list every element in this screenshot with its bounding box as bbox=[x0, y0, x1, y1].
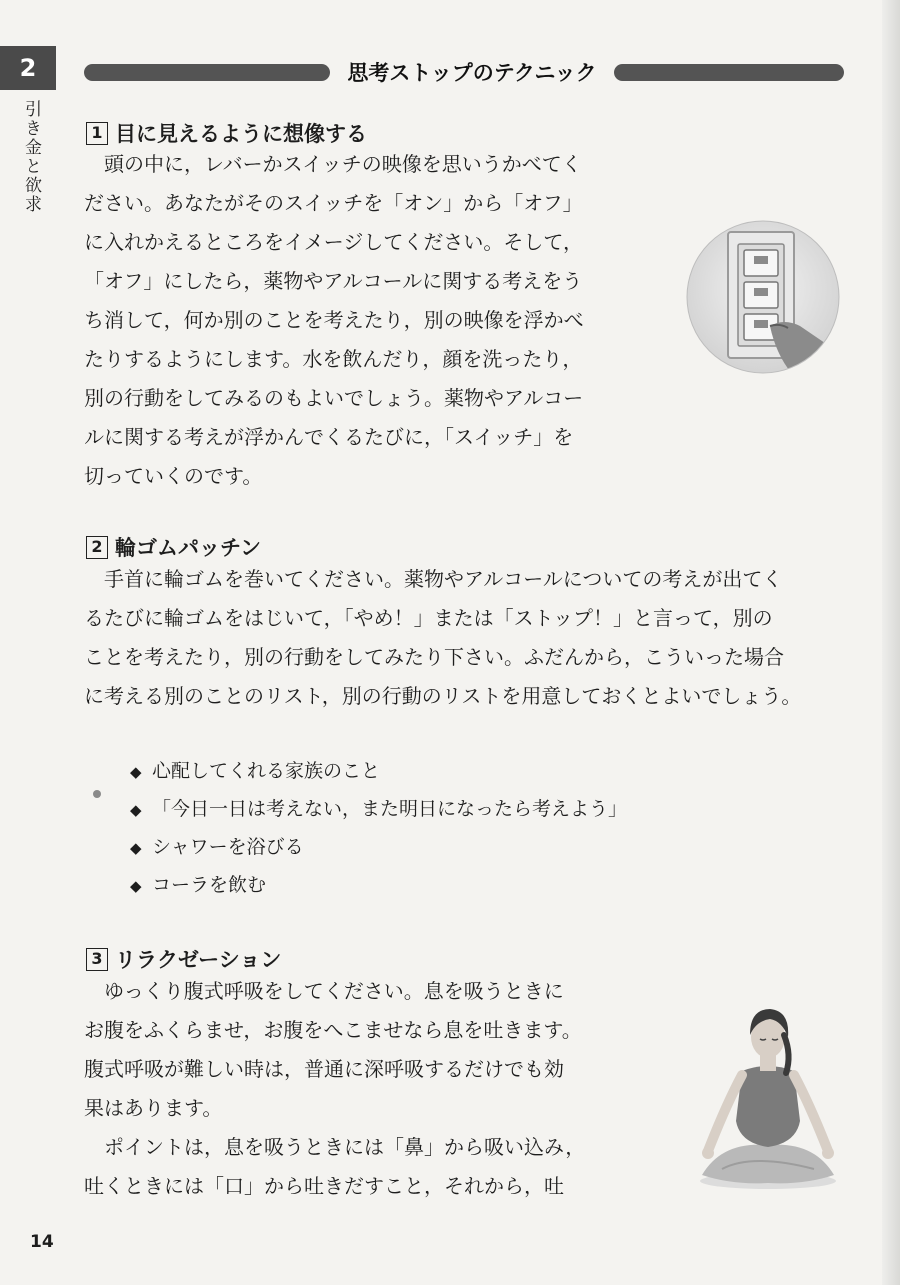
text-line: お腹をふくらませ，お腹をへこませなら息を吐きます。 bbox=[84, 1018, 582, 1042]
bullet-list bbox=[130, 752, 627, 904]
text-line: 別の行動をしてみるのもよいでしょう。薬物やアルコー bbox=[84, 386, 584, 410]
section3-body bbox=[84, 972, 585, 1206]
diamond-bullet-icon: ◆ bbox=[130, 763, 142, 781]
section2-number: 2 bbox=[86, 536, 108, 559]
meditating-woman-illustration bbox=[692, 1005, 844, 1193]
page-edge-shadow bbox=[882, 0, 900, 1285]
text-line: 頭の中に，レバーかスイッチの映像を思いうかべてく bbox=[84, 152, 582, 176]
section3-title: リラクゼーション bbox=[115, 948, 282, 972]
section2-heading bbox=[86, 532, 261, 562]
section1-heading bbox=[86, 118, 367, 148]
diamond-bullet-icon: ◆ bbox=[130, 801, 142, 819]
text-line: 切っていくのです。 bbox=[84, 464, 263, 488]
list-item: ◆ コーラを飲む bbox=[130, 866, 627, 904]
section2-title: 輪ゴムパッチン bbox=[115, 536, 261, 560]
text-line: ゆっくり腹式呼吸をしてください。息を吸うときに bbox=[84, 979, 564, 1003]
page-number: 14 bbox=[30, 1232, 54, 1252]
section2-body bbox=[84, 560, 801, 716]
light-switch-illustration bbox=[684, 218, 842, 376]
text-line: に入れかえるところをイメージしてください。そして， bbox=[84, 230, 583, 254]
list-item: ◆ 心配してくれる家族のこと bbox=[130, 752, 627, 790]
text-line: るたびに輪ゴムをはじいて，「やめ！」または「ストップ！」と言って，別の bbox=[84, 606, 773, 630]
header-title: 思考ストップのテクニック bbox=[347, 61, 597, 85]
text-line: ポイントは，息を吸うときには「鼻」から吸い込み， bbox=[84, 1135, 586, 1159]
section-header bbox=[84, 60, 844, 86]
list-item: ◆ 「今日一日は考えない，また明日になったら考えよう」 bbox=[130, 790, 627, 828]
text-line: 腹式呼吸が難しい時は，普通に深呼吸するだけでも効 bbox=[84, 1057, 564, 1081]
text-line: ち消して，何か別のことを考えたり，別の映像を浮かべ bbox=[84, 308, 584, 332]
section1-body bbox=[84, 145, 584, 496]
section3-heading bbox=[86, 944, 281, 974]
section3-number: 3 bbox=[86, 948, 108, 971]
text-line: ルに関する考えが浮かんでくるたびに，「スイッチ」を bbox=[84, 425, 574, 449]
section1-title: 目に見えるように想像する bbox=[115, 122, 367, 146]
text-line: に考える別のことのリスト，別の行動のリストを用意しておくとよいでしょう。 bbox=[84, 684, 802, 708]
header-bar-right bbox=[614, 64, 844, 81]
diamond-bullet-icon: ◆ bbox=[130, 839, 142, 857]
section1-number: 1 bbox=[86, 122, 108, 145]
text-line: たりするようにします。水を飲んだり，顔を洗ったり， bbox=[84, 347, 583, 371]
header-bar-left bbox=[84, 64, 330, 81]
text-line: 吐くときには「口」から吐きだすこと，それから，吐 bbox=[84, 1174, 564, 1198]
text-line: ださい。あなたがそのスイッチを「オン」から「オフ」 bbox=[84, 191, 583, 215]
text-line: ことを考えたり，別の行動をしてみたり下さい。ふだんから，こういった場合 bbox=[84, 645, 784, 669]
text-line: 手首に輪ゴムを巻いてください。薬物やアルコールについての考えが出てく bbox=[84, 567, 783, 591]
chapter-number-tab: 2 bbox=[0, 46, 56, 90]
list-item: ◆ シャワーを浴びる bbox=[130, 828, 627, 866]
print-speck bbox=[93, 790, 101, 798]
text-line: 「オフ」にしたら，薬物やアルコールに関する考えをう bbox=[84, 269, 583, 293]
chapter-side-label: 引き金と欲求 bbox=[21, 100, 41, 214]
diamond-bullet-icon: ◆ bbox=[130, 877, 142, 895]
text-line: 果はあります。 bbox=[84, 1096, 223, 1120]
